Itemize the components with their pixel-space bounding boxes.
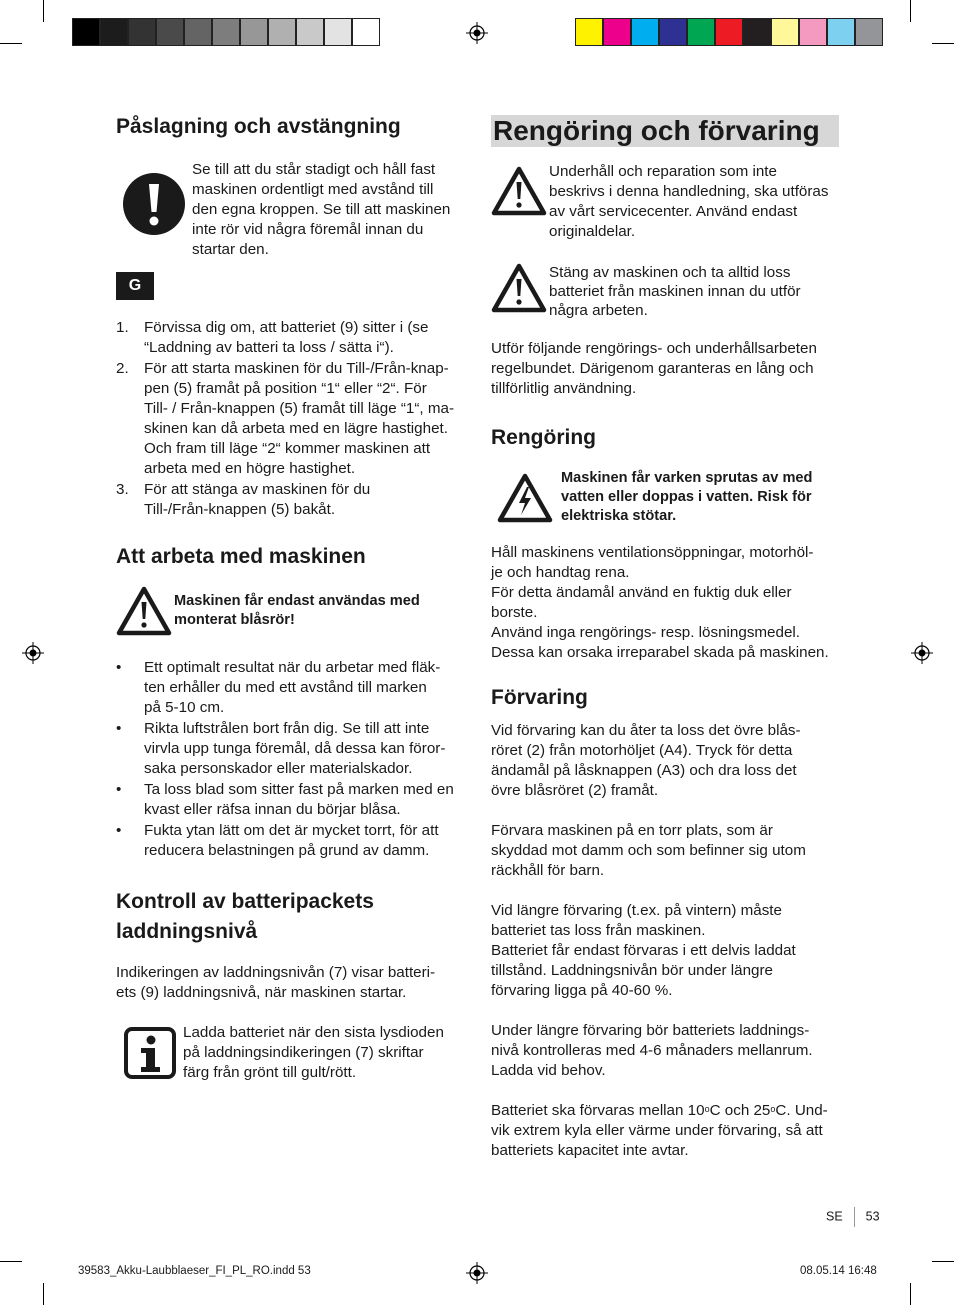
- text-line: Maskinen får endast användas med: [174, 593, 420, 609]
- text-line: Rikta luftstrålen bort från dig. Se till att inte: [144, 720, 430, 737]
- warning-text: [549, 162, 844, 242]
- registration-mark-icon: [466, 1262, 488, 1284]
- text-line: För att starta maskinen för du Till-/Från-knap-: [144, 360, 449, 377]
- color-swatch: [771, 18, 799, 46]
- degree-symbol: o: [704, 1104, 710, 1114]
- text-line: nivå kontrolleras med 4-6 månaders mellanrum.: [491, 1042, 813, 1059]
- color-swatch: [184, 18, 212, 46]
- text-line: Utför följande rengörings- och underhållsarbeten: [491, 340, 817, 357]
- page-number: 53: [865, 1209, 880, 1224]
- color-swatch: [799, 18, 827, 46]
- text-line: maskinen ordentligt med avstånd till: [192, 181, 434, 198]
- text-line: Till-/Från-knappen (5) bakåt.: [144, 501, 336, 518]
- text-line: originaldelar.: [549, 223, 636, 240]
- text-line: Underhåll och reparation som inte: [549, 163, 777, 180]
- electric-warning-block: [491, 469, 839, 531]
- color-swatch: [743, 18, 771, 46]
- text-line: på 5-10 cm.: [144, 699, 225, 716]
- notice-block: [116, 160, 466, 272]
- step-number: 1.: [116, 319, 129, 336]
- warning-block: [491, 162, 839, 244]
- figure-label-g: G: [116, 272, 154, 300]
- step-number: 3.: [116, 481, 129, 498]
- slug-filename: 39583_Akku-Laubblaeser_FI_PL_RO.indd 53: [78, 1265, 311, 1277]
- text-line: färg från grönt till gult/rött.: [183, 1064, 357, 1081]
- text-run: C. Und-: [775, 1102, 828, 1119]
- list-item: [116, 318, 466, 358]
- exclamation-circle-icon: [122, 172, 186, 236]
- text-line: vatten eller doppas i vatten. Risk för: [561, 489, 812, 505]
- text-line: reducera belastningen på grund av damm.: [144, 842, 430, 859]
- text-line: batteriets kapacitet inte avtar.: [491, 1142, 689, 1159]
- step-number: 2.: [116, 360, 129, 377]
- text-line: inte rör vid några föremål innan du: [192, 221, 424, 238]
- color-swatch: [603, 18, 631, 46]
- text-line: några arbeten.: [549, 302, 648, 319]
- warning-text: [549, 263, 844, 320]
- text-line: Vid längre förvaring (t.ex. på vintern) måste: [491, 902, 782, 919]
- text-line: skinen kan då arbeta med en lägre hastighet.: [144, 420, 448, 437]
- text-line: För att stänga av maskinen för du: [144, 481, 371, 498]
- color-swatch: [631, 18, 659, 46]
- color-swatch: [212, 18, 240, 46]
- text-line: Och fram till läge “2“ kommer maskinen att: [144, 440, 431, 457]
- text-line: Till- / Från-knappen (5) framåt till läge “1“, ma-: [144, 400, 455, 417]
- text-line: förvaring ligga på 40-60 %.: [491, 982, 673, 999]
- text-line: Ladda batteriet när den sista lysdioden: [183, 1024, 444, 1041]
- list-item: [116, 821, 466, 861]
- warning-triangle-icon: [491, 263, 547, 313]
- text-run: Batteriet ska förvaras mellan 10: [491, 1102, 705, 1119]
- left-column: [116, 112, 466, 1093]
- info-text: [183, 1023, 473, 1083]
- slug-date: 08.05.14 16:48: [800, 1265, 877, 1277]
- color-swatch: [324, 18, 352, 46]
- text-line: arbeta med en högre hastighet.: [144, 460, 356, 477]
- language-code: SE: [826, 1209, 843, 1224]
- color-swatch: [715, 18, 743, 46]
- text-line: [491, 1101, 839, 1121]
- text-line: ets (9) laddningsnivå, när maskinen startar.: [116, 984, 407, 1001]
- text-line: monterat blåsrör!: [174, 612, 295, 628]
- color-swatch: [855, 18, 883, 46]
- list-item: [116, 480, 466, 520]
- bullet: •: [116, 659, 122, 676]
- color-swatch: [156, 18, 184, 46]
- electric-warning-text: [561, 469, 846, 526]
- heading-line: Kontroll av batteripackets: [116, 890, 374, 913]
- text-line: övre blåsröret (2) framåt.: [491, 782, 659, 799]
- electric-shock-warning-icon: [497, 473, 553, 523]
- list-item: [116, 780, 466, 820]
- text-line: borste.: [491, 604, 538, 621]
- color-swatch: [240, 18, 268, 46]
- text-line: röret (2) från motorhöljet (A4). Tryck för detta: [491, 742, 793, 759]
- text-line: av vårt servicecenter. Använd endast: [549, 203, 798, 220]
- text-line: Ladda vid behov.: [491, 1062, 606, 1079]
- text-line: Stäng av maskinen och ta alltid loss: [549, 264, 791, 281]
- color-swatch: [296, 18, 324, 46]
- text-line: kvast eller räfsa innan du börjar blåsa.: [144, 801, 401, 818]
- text-line: tillförlitlig användning.: [491, 380, 637, 397]
- registration-mark-icon: [22, 642, 44, 664]
- text-line: virvla upp tunga föremål, då dessa kan föror-: [144, 740, 446, 757]
- text-line: Vid förvaring kan du åter ta loss det övre blås-: [491, 722, 801, 739]
- text-line: Förvissa dig om, att batteriet (9) sitter i (se: [144, 319, 429, 336]
- registration-mark-icon: [911, 642, 933, 664]
- cleaning-text: [491, 543, 839, 663]
- text-line: je och handtag rena.: [491, 564, 630, 581]
- text-line: startar den.: [192, 241, 269, 258]
- warning-triangle-icon: [116, 586, 172, 636]
- bullet: •: [116, 822, 122, 839]
- list-item: [116, 359, 466, 479]
- registration-mark-icon: [466, 22, 488, 44]
- color-swatch: [100, 18, 128, 46]
- bullet: •: [116, 781, 122, 798]
- text-line: batteriet från maskinen innan du utför: [549, 283, 801, 300]
- warning-triangle-icon: [491, 166, 547, 216]
- warning-block: [491, 263, 839, 325]
- text-line: räckhåll för barn.: [491, 862, 605, 879]
- paragraph-gap: [491, 881, 839, 901]
- color-swatch: [268, 18, 296, 46]
- heading-working: Att arbeta med maskinen: [116, 545, 366, 568]
- info-block: [116, 1023, 466, 1093]
- color-swatch: [687, 18, 715, 46]
- text-line: ändamål på låsknappen (A3) och dra loss det: [491, 762, 797, 779]
- heading-battery-level: [116, 887, 466, 947]
- text-line: För detta ändamål använd en fuktig duk eller: [491, 584, 792, 601]
- paragraph-gap: [491, 1001, 839, 1021]
- text-line: Ett optimalt resultat när du arbetar med fläk-: [144, 659, 441, 676]
- text-line: Under längre förvaring bör batteriets laddnings-: [491, 1022, 810, 1039]
- text-line: Maskinen får varken sprutas av med: [561, 470, 813, 486]
- heading-line: laddningsnivå: [116, 920, 258, 943]
- text-line: Håll maskinens ventilationsöppningar, motorhöl-: [491, 544, 814, 561]
- section-banner: Rengöring och förvaring: [491, 115, 839, 147]
- storage-text: [491, 721, 839, 1161]
- color-swatch: [827, 18, 855, 46]
- warning-text: [174, 592, 474, 630]
- color-swatch: [659, 18, 687, 46]
- warning-block: [116, 586, 466, 642]
- text-line: beskrivs i denna handledning, ska utföras: [549, 183, 829, 200]
- color-swatch: [575, 18, 603, 46]
- tips-list: [116, 658, 466, 861]
- text-line: elektriska stötar.: [561, 508, 677, 524]
- list-item: [116, 658, 466, 718]
- text-run: C och 25: [709, 1102, 771, 1119]
- color-swatch: [352, 18, 380, 46]
- text-line: regelbundet. Därigenom garanteras en lång och: [491, 360, 814, 377]
- bullet: •: [116, 720, 122, 737]
- page-number-block: [826, 1207, 880, 1227]
- color-swatch: [128, 18, 156, 46]
- heading-storage: Förvaring: [491, 686, 588, 709]
- text-line: Dessa kan orsaka irreparabel skada på maskinen.: [491, 644, 829, 661]
- heading-cleaning: Rengöring: [491, 426, 596, 449]
- maintenance-intro: [491, 339, 839, 399]
- text-line: Batteriet får endast förvaras i ett delvis laddat: [491, 942, 796, 959]
- notice-text: [192, 160, 472, 260]
- text-line: Ta loss blad som sitter fast på marken med en: [144, 781, 454, 798]
- text-line: vik extrem kyla eller värme under förvaring, så att: [491, 1122, 823, 1139]
- text-line: pen (5) framåt på position “1“ eller “2“. För: [144, 380, 427, 397]
- right-column: [491, 115, 839, 1161]
- text-line: på laddningsindikeringen (7) skriftar: [183, 1044, 424, 1061]
- text-line: skyddad mot damm och som befinner sig utom: [491, 842, 806, 859]
- text-line: Indikeringen av laddningsnivån (7) visar batteri-: [116, 964, 436, 981]
- text-line: Använd inga rengörings- resp. lösningsmedel.: [491, 624, 800, 641]
- color-swatch: [72, 18, 100, 46]
- divider: [854, 1207, 855, 1227]
- text-line: Fukta ytan lätt om det är mycket torrt, för att: [144, 822, 439, 839]
- text-line: tillstånd. Laddningsnivån bör under längre: [491, 962, 774, 979]
- text-line: Se till att du står stadigt och håll fast: [192, 161, 436, 178]
- text-line: den egna kroppen. Se till att maskinen: [192, 201, 451, 218]
- heading-power: Påslagning och avstängning: [116, 115, 401, 138]
- battery-level-text: [116, 963, 466, 1003]
- text-line: Förvara maskinen på en torr plats, som är: [491, 822, 773, 839]
- text-line: saka personskador eller materialskador.: [144, 760, 413, 777]
- degree-symbol: o: [770, 1104, 776, 1114]
- steps-list: [116, 318, 466, 520]
- text-line: “Laddning av batteri ta loss / sätta i“).: [144, 339, 394, 356]
- text-line: ten erhåller du med ett avstånd till marken: [144, 679, 427, 696]
- paragraph-gap: [491, 801, 839, 821]
- info-icon: [124, 1027, 176, 1079]
- text-line: batteriet tas loss från maskinen.: [491, 922, 706, 939]
- list-item: [116, 719, 466, 779]
- paragraph-gap: [491, 1081, 839, 1101]
